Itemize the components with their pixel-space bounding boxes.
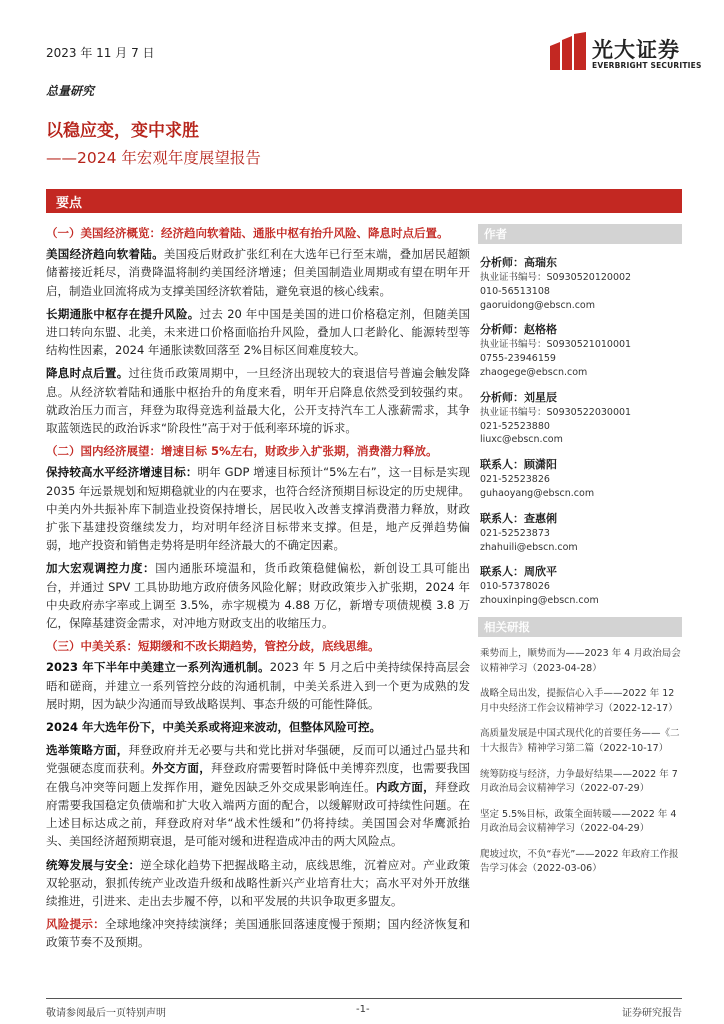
related-report-link[interactable]: 坚定 5.5%目标，政策全面转暖——2022 年 4 月政治局会议精神学习（2022-04-29） xyxy=(480,808,677,835)
related-report-link[interactable]: 统筹防疫与经济，力争最好结果——2022 年 7 月政治局会议精神学习（2022-07-29） xyxy=(480,768,678,795)
paragraph xyxy=(46,658,470,713)
company-logo xyxy=(548,30,702,76)
analyst-email[interactable]: zhouxinping@ebscn.com xyxy=(480,595,599,607)
analyst-email[interactable]: gaoruidong@ebscn.com xyxy=(480,299,596,311)
key-points-label: 要点 xyxy=(56,196,83,211)
paragraph xyxy=(46,245,470,300)
analyst-card xyxy=(480,563,682,608)
paragraph xyxy=(46,856,470,911)
authors-header xyxy=(478,224,682,244)
paragraph xyxy=(46,718,470,736)
footer-report-type: 证券研究报告 xyxy=(622,1008,682,1019)
logo-chinese-name: 光大证券 xyxy=(592,38,680,62)
paragraph-text: 2023 年 5 月之后中美持续保持高层会晤和磋商，并建立一系列管控分歧的沟通机制，中美关系进入到一个更为成熟的发展时期，因为缺少沟通而导致战略误判、事态升级的可能性降低。 xyxy=(46,660,470,711)
footer-disclaimer: 敬请参阅最后一页特别声明 xyxy=(46,1008,166,1019)
analyst-contact-line: 021-52523880 xyxy=(480,420,550,432)
paragraph-lead: 外交方面， xyxy=(152,761,212,776)
related-reports-header xyxy=(478,617,682,637)
analyst-contact-line: 010-57378026 xyxy=(480,581,550,593)
analyst-name: 联系人：周欣平 xyxy=(480,565,557,579)
main-content xyxy=(46,224,470,957)
analyst-contact-line: 执业证书编号：S0930521010001 xyxy=(480,339,632,351)
report-title: 以稳应变，变中求胜 xyxy=(46,121,199,141)
analyst-email[interactable]: guhaoyang@ebscn.com xyxy=(480,487,595,499)
paragraph-lead: 长期通胀中枢存在提升风险。 xyxy=(46,306,200,321)
analyst-contact-line: 021-52523873 xyxy=(480,527,550,539)
paragraph-lead: 统筹发展与安全： xyxy=(46,857,141,872)
paragraph-text: 美国疫后财政扩张红利在大选年已行至末端，叠加居民超额储蓄接近耗尽，消费降温将制约美国经济增速；但美国制造业周期或有望在明年开启，制造业回流将成为支撑美国经济软着陆，避免衰退的核心线索。 xyxy=(46,247,470,298)
analyst-contact-line: 执业证书编号：S0930522030001 xyxy=(480,406,632,418)
sidebar xyxy=(478,224,682,888)
analyst-email[interactable]: zhaogege@ebscn.com xyxy=(480,366,588,378)
related-report-link[interactable]: 高质量发展是中国式现代化的首要任务——《二十大报告》精神学习第二篇（2022-10-17） xyxy=(480,728,680,754)
analyst-card xyxy=(480,254,682,312)
section-heading-us-economy: （一）美国经济概览：经济趋向软着陆、通胀中枢有抬升风险、降息时点后置。 xyxy=(46,226,449,240)
report-category: 总量研究 xyxy=(46,84,95,98)
paragraph-text: 拜登政府并无必要与共和党比拼对华强硬，反而可以通过凸显共和党强硬态度而获利。 xyxy=(46,743,470,776)
report-subtitle: ——2024 年宏观年度展望报告 xyxy=(46,149,261,167)
analyst-email[interactable]: liuxc@ebscn.com xyxy=(480,434,563,446)
key-points-bar xyxy=(46,189,682,213)
analyst-name: 联系人：查惠俐 xyxy=(480,511,557,525)
related-reports-list xyxy=(480,647,682,877)
analyst-card xyxy=(480,510,682,555)
paragraph xyxy=(46,305,470,360)
paragraph-lead: 加大宏观调控力度： xyxy=(46,561,156,576)
paragraph-lead: 美国经济趋向软着陆。 xyxy=(46,247,164,262)
analyst-card xyxy=(480,456,682,501)
paragraph-text: 明年 GDP 增速目标预计“5%左右”，这一目标是实现 2035 年远景规划和短期稳就业的内在要求，也符合经济预期目标设定的历史规律。中美内外共振补库下制造业投资保持增长，居民收入改善支撑消费潜力释放，财政扩张下基建投资继续发力，均对明年经济目标带来支撑。但是，地产反弹趋势偏弱，地产投资和销售走势将是明年经济最大的不确定因素。 xyxy=(46,465,471,553)
related-report-link[interactable]: 爬坡过坎，不负“春光”——2022 年政府工作报告学习体会（2022-03-06） xyxy=(480,848,679,875)
risk-warning xyxy=(46,915,470,951)
paragraph xyxy=(46,559,470,632)
paragraph-lead: 降息时点后置。 xyxy=(46,366,129,381)
risk-warning-lead: 风险提示： xyxy=(46,917,105,932)
paragraph-text: 拜登政府需要暂时降低中美博弈烈度，也需要我国在俄乌冲突等问题上发挥作用，避免因缺乏外交成果影响连任。 xyxy=(46,761,471,794)
related-reports-label: 相关研报 xyxy=(484,619,530,634)
paragraph-lead: 2024 年大选年份下，中美关系或将迎来波动，但整体风险可控。 xyxy=(46,720,382,735)
paragraph-lead: 内政方面， xyxy=(376,779,435,794)
paragraph xyxy=(46,463,470,554)
paragraph xyxy=(46,364,470,437)
analyst-name: 分析师：高瑞东 xyxy=(480,256,557,269)
analyst-email[interactable]: zhahuili@ebscn.com xyxy=(480,541,578,553)
page-number: -1- xyxy=(356,1004,370,1015)
risk-warning-text: 全球地缘冲突持续演绎；美国通胀回落速度慢于预期；国内经济恢复和政策节奏不及预期。 xyxy=(46,917,471,950)
analyst-contact-line: 021-52523826 xyxy=(480,474,550,486)
report-date: 2023 年 11 月 7 日 xyxy=(46,46,155,60)
analyst-name: 分析师：赵格格 xyxy=(480,323,557,337)
analyst-contact-line: 010-56513108 xyxy=(480,285,550,297)
analyst-name: 分析师：刘星辰 xyxy=(480,390,557,404)
authors-label: 作者 xyxy=(484,227,507,241)
section-heading-us-china-relations: （三）中美关系：短期缓和不改长期趋势，管控分歧，底线思维。 xyxy=(46,639,380,654)
analyst-list xyxy=(478,254,682,608)
paragraph-lead: 2023 年下半年中美建立一系列沟通机制。 xyxy=(46,660,270,675)
paragraph-text: 国内通胀环境温和，货币政策稳健偏松，新创设工具可能出台，并通过 SPV 工具协助地方政府债务风险化解；财政政策步入扩张期，2024 年中央政府赤字率或上调至 3.5%，赤字规模为 4.88 万亿，新增专项债规模 3.8 万亿，保障基建资金需求，对冲地方财政支出的收缩压力。 xyxy=(46,561,471,631)
analyst-card xyxy=(480,321,682,379)
paragraph-lead: 选举策略方面， xyxy=(46,743,129,758)
paragraph-text: 过往货币政策周期中，一旦经济出现较大的衰退信号普遍会触发降息。从经济软着陆和通胀中枢抬升的角度来看，明年开启降息依然受到较强约束。就政治压力而言，拜登为取得竞选利益最大化，公开支持汽车工人涨薪需求，其争取蓝领选民的政治诉求“阶段性”高于对于低利率环境的诉求。 xyxy=(46,366,470,436)
analyst-card xyxy=(480,389,682,447)
analyst-contact-line: 执业证书编号：S0930520120002 xyxy=(480,272,632,283)
paragraph xyxy=(46,741,470,850)
paragraph-text: 逆全球化趋势下把握战略主动，底线思维，沉着应对。产业政策双轮驱动，狠抓传统产业改造升级和战略性新兴产业培育壮大；高水平对外开放继续推进，引进来、走出去步履不停，以和平发展的共识争取更多盟友。 xyxy=(46,857,471,908)
everbright-logo-icon xyxy=(548,32,588,72)
footer-divider xyxy=(46,998,682,999)
section-heading-domestic-economy: （二）国内经济展望：增速目标 5%左右，财政步入扩张期，消费潜力释放。 xyxy=(46,444,438,459)
analyst-contact-line: 0755-23946159 xyxy=(480,353,556,365)
analyst-name: 联系人：顾潇阳 xyxy=(480,458,557,472)
paragraph-lead: 保持较高水平经济增速目标： xyxy=(46,465,198,480)
related-report-link[interactable]: 战略全局出发，提振信心入手——2022 年 12 月中央经济工作会议精神学习（2022-12-17） xyxy=(480,688,678,714)
paragraph-text: 过去 20 年中国是美国的进口价格稳定剂，但随美国进口转向东盟、北美，未来进口价格面临抬升风险，叠加人口老龄化、能源转型等结构性因素，2024 年通胀读数回落至 2%目标区间难度较大。 xyxy=(46,306,470,358)
paragraph-text: 拜登政府需要我国稳定负债端和扩大收入端两方面的配合，以缓解财政可持续性问题。在上述目标达成之前，拜登政府对华“战术性缓和”仍将持续。美国国会对华鹰派抬头、美国经济超预期衰退，是可能对缓和进程造成冲击的两大风险点。 xyxy=(46,779,471,849)
related-report-link[interactable]: 乘势而上，顺势而为——2023 年 4 月政治局会议精神学习（2023-04-28） xyxy=(480,647,681,674)
logo-english-name: EVERBRIGHT SECURITIES xyxy=(592,61,702,70)
